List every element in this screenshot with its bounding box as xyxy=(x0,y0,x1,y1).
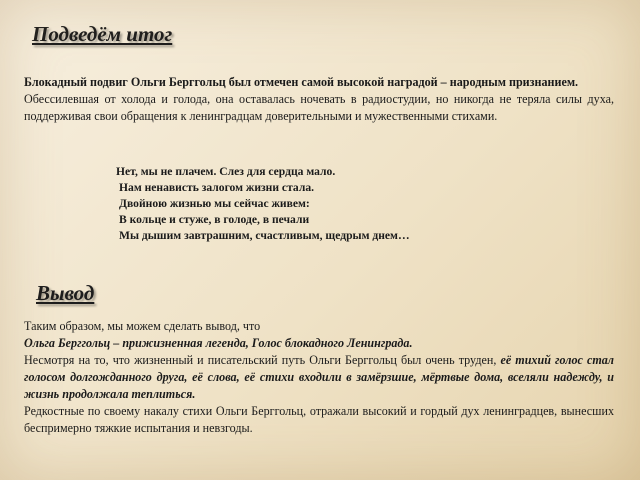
poem-line: Двойною жизнью мы сейчас живем: xyxy=(119,197,310,210)
poem-line: Нет, мы не плачем. Слез для сердца мало. xyxy=(116,165,336,178)
conclusion-block xyxy=(24,318,614,437)
poem-line: Нам ненависть залогом жизни стала. xyxy=(119,181,315,194)
intro-block xyxy=(24,74,614,125)
conclusion-voice-emphasis: её тихий голос стал голосом долгожданного друга, её слова, её стихи входили в замёрзшие, мёртвые дома, вселяли надежду, и жизнь продолжала теплиться. xyxy=(24,353,615,401)
section-heading-summary: Подведём итог xyxy=(32,22,173,46)
conclusion-line: Таким образом, мы можем сделать вывод, что xyxy=(24,319,261,333)
intro-bold-text: Блокадный подвиг Ольги Берггольц был отмечен самой высокой наградой – народным признанием. xyxy=(24,75,579,89)
poem-line: В кольце и стуже, в голоде, в печали xyxy=(119,213,310,226)
conclusion-paragraph-poems: Редкостные по своему накалу стихи Ольги Берггольц, отражали высокий и гордый дух ленинградцев, вынесших беспримерно тяжкие испытания и невзгоды. xyxy=(24,404,614,435)
intro-paragraph: Обессилевшая от холода и голода, она оставалась ночевать в радиостудии, но никогда не теряла силы духа, поддерживая свои обращения к ленинградцам доверительными и мужественными стихами. xyxy=(24,92,614,123)
conclusion-paragraph-voice xyxy=(24,352,614,403)
conclusion-voice-plain: Несмотря на то, что жизненный и писательский путь Ольги Берггольц был очень труден, xyxy=(24,353,501,367)
poem-quote xyxy=(116,164,516,244)
conclusion-legend-line: Ольга Берггольц – прижизненная легенда, Голос блокадного Ленинграда. xyxy=(24,336,413,350)
poem-line: Мы дышим завтрашним, счастливым, щедрым днем… xyxy=(119,229,410,242)
section-heading-conclusion: Вывод xyxy=(36,281,95,305)
